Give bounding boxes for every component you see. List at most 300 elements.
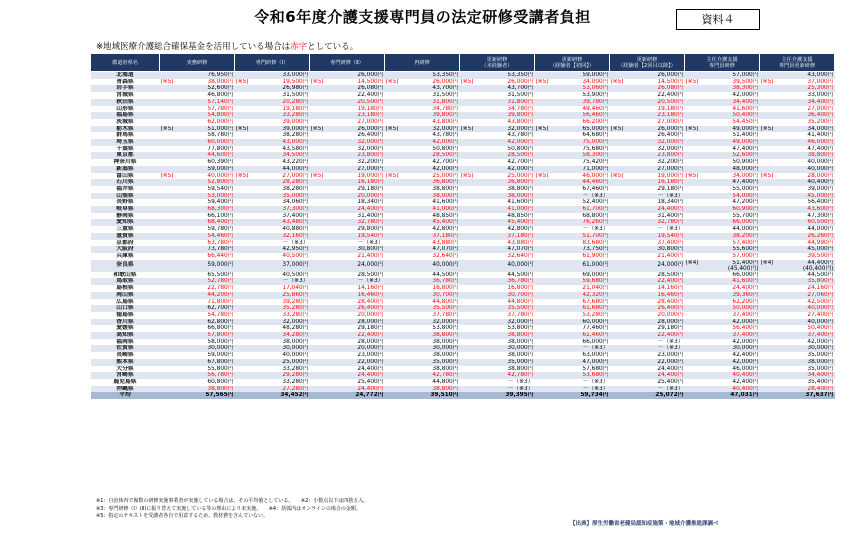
fee-cell: 47,070円: [385, 246, 460, 253]
fee-cell: 19,540円: [610, 233, 685, 240]
fee-cell: 44,000円: [685, 226, 760, 233]
fee-cell: －（※3）: [235, 240, 310, 247]
fee-cell: 22,000円: [310, 359, 385, 366]
fee-cell: 43,700円: [385, 85, 460, 92]
fee-cell: 43,800円: [385, 119, 460, 126]
prefecture-name: 宮崎県: [91, 372, 160, 379]
fee-cell: 59,000円: [160, 166, 235, 173]
fee-cell: 49,000円: [685, 139, 760, 146]
table-row: [91, 99, 835, 106]
table-row: [91, 260, 835, 272]
fee-cell: 35,500円: [460, 305, 535, 312]
fee-cell: (※5) 34,000円: [760, 125, 834, 132]
footnote-line: ※3：専門研修（Ⅰ）(Ⅱ)に振り替えて実施している等の理由により未実施。 ※4：括弧内はオンラインの場合の金額。: [96, 505, 361, 512]
fee-cell: 67,800円: [160, 359, 235, 366]
table-row: [91, 72, 835, 79]
prefecture-name: 千葉県: [91, 146, 160, 153]
fee-cell: 48,850円: [385, 213, 460, 220]
fee-cell: 42,780円: [460, 372, 535, 379]
prefecture-name: 埼玉県: [91, 139, 160, 146]
fee-cell: 16,180円: [610, 179, 685, 186]
fee-cell: 27,400円: [760, 312, 835, 319]
fee-cell: 42,000円: [385, 139, 460, 146]
fee-cell: 73,780円: [160, 246, 235, 253]
fee-cell: 28,400円: [610, 299, 685, 306]
table-row: [91, 92, 835, 99]
fee-cell: 63,000円: [535, 352, 610, 359]
fee-cell: 50,400円: [760, 325, 835, 332]
fee-cell: 19,180円: [310, 106, 385, 113]
fee-cell: 40,400円: [685, 386, 760, 393]
column-header: 都道府県名: [91, 54, 160, 72]
prefecture-name: 新潟県: [91, 166, 160, 173]
fee-cell: 61,460円: [535, 332, 610, 339]
table-row: [91, 112, 835, 119]
fee-cell: 22,780円: [160, 285, 235, 292]
fee-cell: (※5) 40,000円: [160, 172, 234, 179]
table-row: [91, 285, 835, 292]
fee-cell: －（※3）: [610, 193, 685, 200]
fee-cell: (※5) 34,000円: [535, 78, 609, 85]
fee-cell: 43,880円: [385, 240, 460, 247]
fee-cell: －（※3）: [235, 278, 310, 285]
note-suffix: としている。: [307, 42, 359, 52]
fee-cell: 71,800円: [160, 299, 235, 306]
fee-cell: 33,280円: [235, 312, 310, 319]
fee-cell: 41,000円: [460, 206, 535, 213]
table-row: [91, 126, 835, 133]
fee-cell: 37,400円: [610, 240, 685, 247]
fee-cell: 59,000円: [160, 352, 235, 359]
fee-cell: 56,400円: [760, 199, 835, 206]
fee-cell: 62,800円: [160, 319, 235, 326]
fee-cell: 43,220円: [235, 159, 310, 166]
fee-cell: 60,500円: [760, 219, 835, 226]
fee-cell: 42,320円: [535, 292, 610, 299]
fee-cell: 44,000円: [760, 226, 835, 233]
fee-cell: 18,340円: [310, 199, 385, 206]
fee-cell: 32,200円: [610, 159, 685, 166]
fee-cell: 16,800円: [460, 285, 535, 292]
fee-cell: 40,880円: [235, 226, 310, 233]
fee-cell: －（※3）: [610, 226, 685, 233]
fee-cell: 42,950円: [235, 246, 310, 253]
fee-cell: 44,500円: [460, 272, 535, 279]
table-row: [91, 173, 835, 180]
fee-cell: 34,780円: [460, 106, 535, 113]
fee-cell: 19,180円: [235, 106, 310, 113]
fee-cell: 25,860円: [235, 292, 310, 299]
fee-cell: 36,800円: [385, 179, 460, 186]
fee-cell: 18,340円: [610, 199, 685, 206]
fee-cell: 29,800円: [310, 226, 385, 233]
fee-cell: 25,000円: [235, 359, 310, 366]
fee-cell: 71,000円: [535, 166, 610, 173]
fee-cell: 38,800円: [385, 366, 460, 373]
fee-cell: 32,000円: [610, 139, 685, 146]
table-row: [91, 186, 835, 193]
fee-cell: 40,000円: [385, 260, 460, 272]
prefecture-name: 沖縄県: [91, 386, 160, 393]
fee-cell: 43,000円: [760, 72, 835, 79]
fee-cell: 44,000円: [235, 166, 310, 173]
fee-cell: 26,400円: [310, 305, 385, 312]
fee-cell: (※5) 25,000円: [385, 172, 459, 179]
prefecture-name: 神奈川県: [91, 159, 160, 166]
prefecture-name: 岐阜県: [91, 206, 160, 213]
column-header: 更新研修 （未経験者）: [460, 54, 535, 72]
fee-cell: 67,680円: [535, 299, 610, 306]
prefecture-name: 岩手県: [91, 85, 160, 92]
fee-cell: 38,800円: [460, 186, 535, 193]
fee-cell: 39,510円: [385, 392, 460, 399]
fee-cell: 20,280円: [235, 99, 310, 106]
fee-cell: 32,000円: [385, 319, 460, 326]
fee-cell: －（※3）: [460, 386, 535, 393]
fee-cell: 48,280円: [235, 325, 310, 332]
fee-cell: 40,500円: [235, 272, 310, 279]
fee-cell: 57,000円: [685, 72, 760, 79]
fee-cell: 47,300円: [760, 213, 835, 220]
fee-cell: 45,000円: [760, 246, 835, 253]
fee-cell: 40,000円: [760, 305, 835, 312]
fee-cell: 46,000円: [685, 366, 760, 373]
prefecture-name: 大阪府: [91, 246, 160, 253]
fee-cell: 38,800円: [460, 332, 535, 339]
fee-cell: 68,300円: [160, 206, 235, 213]
fee-cell: 38,300円: [685, 85, 760, 92]
fee-cell: 35,000円: [385, 359, 460, 366]
prefecture-name: 栃木県: [91, 126, 160, 133]
fee-cell: 52,600円: [685, 152, 760, 159]
fee-cell: 17,040円: [235, 285, 310, 292]
fee-cell: 75,000円: [535, 139, 610, 146]
fee-cell: 37,400円: [235, 213, 310, 220]
table-row: [91, 272, 835, 279]
fee-cell: 44,200円: [160, 292, 235, 299]
fee-cell: 42,800円: [385, 226, 460, 233]
fee-cell: 28,500円: [460, 152, 535, 159]
fee-cell: 60,900円: [685, 206, 760, 213]
fee-cell: 30,000円: [235, 345, 310, 352]
fee-cell: 42,000円: [760, 339, 835, 346]
fee-cell: 50,900円: [685, 159, 760, 166]
fee-cell: 59,000円: [160, 260, 235, 272]
fee-cell: 52,780円: [160, 278, 235, 285]
fee-cell: 39,360円: [685, 292, 760, 299]
fee-cell: 14,160円: [610, 285, 685, 292]
table-row: [91, 193, 835, 200]
table-row: [91, 139, 835, 146]
fee-cell: 34,280円: [235, 332, 310, 339]
fee-cell: 58,000円: [160, 339, 235, 346]
column-header: 専門研修（Ⅰ）: [235, 54, 310, 72]
table-row: [91, 312, 835, 319]
fee-cell: 42,400円: [685, 379, 760, 386]
fee-cell: 37,780円: [460, 312, 535, 319]
footnotes: [96, 498, 368, 521]
table-row: [91, 299, 835, 306]
fee-cell: 27,000円: [610, 166, 685, 173]
fee-cell: (※5) 14,500円: [310, 78, 384, 85]
table-row: [91, 146, 835, 153]
fee-cell: 42,000円: [685, 92, 760, 99]
fee-cell: 40,000円: [235, 352, 310, 359]
subsidy-note: [96, 40, 358, 52]
table-row: [91, 305, 835, 312]
fee-cell: 26,080円: [610, 85, 685, 92]
document-badge: 資料４: [676, 9, 760, 30]
fee-cell: 31,500円: [460, 92, 535, 99]
fee-cell: 26,260円: [760, 233, 835, 240]
table-row: [91, 240, 835, 247]
table-row: [91, 359, 835, 366]
fee-cell: (※5) 51,000円: [160, 125, 234, 132]
fee-cell: 76,950円: [160, 72, 235, 79]
fee-cell: 61,700円: [535, 206, 610, 213]
fee-cell: 32,200円: [310, 159, 385, 166]
fee-cell: 36,780円: [460, 278, 535, 285]
fee-cell: 31,800円: [385, 99, 460, 106]
fee-cell: (※5) 19,000円: [310, 172, 384, 179]
table-row: [91, 206, 835, 213]
fee-cell: 55,800円: [160, 366, 235, 373]
fee-cell: (※5) 49,000円: [685, 125, 759, 132]
fee-cell: (※5) 19,000円: [610, 172, 684, 179]
fee-cell: 40,400円: [685, 372, 760, 379]
fee-cell: 52,600円: [160, 85, 235, 92]
fee-cell: 42,000円: [685, 319, 760, 326]
fee-cell: 47,000円: [535, 359, 610, 366]
fee-cell: 59,680円: [535, 278, 610, 285]
fee-cell: 14,160円: [310, 285, 385, 292]
footnote-line: ※1：自治体内で複数の研修実施事業者が実施している場合は、その平均値としている。 ※2：小数点以下は四捨五入。: [96, 498, 369, 504]
fee-cell: 23,180円: [310, 112, 385, 119]
fee-cell: 58,780円: [160, 132, 235, 139]
fee-cell: 26,980円: [235, 85, 310, 92]
prefecture-name: 徳島県: [91, 312, 160, 319]
table-row: [91, 386, 835, 393]
table-row: [91, 233, 835, 240]
fee-cell: 42,000円: [460, 139, 535, 146]
fee-cell: 38,000円: [385, 339, 460, 346]
fee-cell: 30,700円: [385, 292, 460, 299]
prefecture-name: 島根県: [91, 285, 160, 292]
fee-cell: (※5) 34,000円: [685, 172, 759, 179]
fee-cell: －（※3）: [535, 226, 610, 233]
fee-cell: 25,400円: [310, 379, 385, 386]
fee-cell: 43,600円: [760, 206, 835, 213]
fee-cell: 31,800円: [460, 99, 535, 106]
fee-cell: 24,400円: [310, 386, 385, 393]
fee-cell: 42,000円: [385, 166, 460, 173]
fee-cell: 44,500円: [760, 272, 835, 279]
fee-cell: 60,800円: [160, 379, 235, 386]
average-row: [91, 392, 835, 399]
fee-cell: 16,460円: [610, 292, 685, 299]
fee-cell: 24,400円: [310, 366, 385, 373]
table-header-row: [91, 54, 835, 72]
table-row: [91, 253, 835, 260]
fee-cell: 41,600円: [460, 199, 535, 206]
prefecture-name: 茨城県: [91, 119, 160, 126]
fee-cell: 66,000円: [685, 219, 760, 226]
prefecture-name: 大分県: [91, 366, 160, 373]
fee-cell: 42,780円: [385, 372, 460, 379]
fee-cell: 40,000円: [460, 260, 535, 272]
table-row: [91, 179, 835, 186]
footnote-line: ※5：指定のテキストを受講者各自で用意するため、教材費を含んでいない。: [96, 513, 269, 519]
fee-cell: 42,000円: [685, 339, 760, 346]
fee-cell: 40,000円: [760, 319, 835, 326]
prefecture-name: 岡山県: [91, 292, 160, 299]
fee-cell: (※5) 25,000円: [460, 172, 534, 179]
fee-cell: 37,000円: [235, 260, 310, 272]
table-row: [91, 366, 835, 373]
fee-cell: 41,400円: [760, 132, 835, 139]
fee-cell: 32,000円: [310, 146, 385, 153]
fee-cell: 57,800円: [160, 332, 235, 339]
fee-cell: (※5) 14,500円: [610, 78, 684, 85]
fee-cell: 44,800円: [385, 299, 460, 306]
fee-cell: 53,800円: [460, 325, 535, 332]
fee-cell: 66,800円: [160, 325, 235, 332]
fee-cell: 33,280円: [235, 112, 310, 119]
table-row: [91, 85, 835, 92]
fee-cell: (※5) 26,000円: [460, 78, 534, 85]
fee-cell: 47,031円: [685, 392, 760, 399]
fee-cell: 20,500円: [310, 99, 385, 106]
fee-cell: 45,400円: [385, 219, 460, 226]
table-row: [91, 379, 835, 386]
fee-cell: 26,400円: [610, 305, 685, 312]
fee-cell: 38,000円: [235, 339, 310, 346]
fee-cell: 28,000円: [310, 319, 385, 326]
prefecture-name: 愛媛県: [91, 325, 160, 332]
fee-cell: 37,780円: [385, 312, 460, 319]
fee-cell: 24,160円: [760, 285, 835, 292]
fee-cell: 27,000円: [760, 106, 835, 113]
fee-cell: 34,400円: [685, 99, 760, 106]
page-title: 令和6年度介護支援専門員の法定研修受講者負担: [254, 8, 591, 26]
fee-cell: (※5) 46,000円: [535, 172, 609, 179]
fee-cell: 24,400円: [685, 285, 760, 292]
fee-cell: 29,180円: [610, 186, 685, 193]
fee-cell: 44,600円: [160, 152, 235, 159]
fee-cell: 59,000円: [535, 72, 610, 79]
fee-cell: 34,060円: [235, 199, 310, 206]
fee-cell: 32,000円: [235, 319, 310, 326]
fee-cell: 35,400円: [760, 379, 835, 386]
fee-cell: 33,000円: [235, 72, 310, 79]
prefecture-name: 熊本県: [91, 359, 160, 366]
fee-cell: 41,000円: [385, 206, 460, 213]
fee-cell: 31,500円: [385, 92, 460, 99]
fee-cell: 32,780円: [310, 219, 385, 226]
fee-cell: 57,000円: [685, 253, 760, 260]
fee-cell: 49,460円: [535, 106, 610, 113]
table-row: [91, 372, 835, 379]
fee-cell: 48,000円: [685, 166, 760, 173]
fee-cell: 16,800円: [385, 285, 460, 292]
table-row: [91, 319, 835, 326]
fee-cell: 48,850円: [460, 213, 535, 220]
fee-cell: 39,800円: [385, 112, 460, 119]
fee-cell: 29,180円: [310, 325, 385, 332]
fee-cell: 21,400円: [310, 253, 385, 260]
fee-table: [90, 53, 835, 399]
fee-cell: 41,600円: [685, 278, 760, 285]
fee-cell: 66,100円: [160, 213, 235, 220]
fee-cell: 62,200円: [685, 299, 760, 306]
fee-cell: 34,780円: [385, 106, 460, 113]
fee-cell: 28,500円: [310, 272, 385, 279]
fee-cell: (※5) 28,000円: [760, 172, 834, 179]
fee-cell: 43,580円: [235, 146, 310, 153]
table-row: [91, 79, 835, 86]
prefecture-name: 滋賀県: [91, 233, 160, 240]
fee-cell: 39,800円: [460, 112, 535, 119]
fee-cell: 53,900円: [535, 92, 610, 99]
fee-cell: 47,400円: [760, 146, 835, 153]
fee-cell: 36,780円: [385, 278, 460, 285]
fee-cell: 44,800円: [460, 299, 535, 306]
prefecture-name: 香川県: [91, 319, 160, 326]
fee-cell: 77,800円: [160, 146, 235, 153]
prefecture-name: 山口県: [91, 305, 160, 312]
prefecture-name: 青森県: [91, 79, 160, 86]
fee-cell: 68,400円: [160, 219, 235, 226]
column-header: 主任介護支援 専門員研修: [685, 54, 760, 72]
fee-cell: 38,800円: [460, 366, 535, 373]
fee-cell: (※5) 37,000円: [760, 78, 834, 85]
fee-cell: 68,800円: [535, 213, 610, 220]
fee-cell: 66,000円: [535, 339, 610, 346]
fee-cell: 52,800円: [160, 179, 235, 186]
fee-cell: －（※3）: [535, 193, 610, 200]
fee-cell: 43,000円: [235, 139, 310, 146]
fee-cell: 21,040円: [535, 285, 610, 292]
table-row: [91, 226, 835, 233]
prefecture-name: 平均: [91, 392, 160, 399]
fee-cell: 20,000円: [310, 312, 385, 319]
column-header: 再研修: [385, 54, 460, 72]
fee-cell: 59,400円: [160, 199, 235, 206]
prefecture-name: 福井県: [91, 186, 160, 193]
fee-cell: (※5) 39,500円: [685, 78, 759, 85]
fee-cell: 19,180円: [610, 106, 685, 113]
fee-cell: 61,680円: [535, 305, 610, 312]
fee-cell: (※4) 51,400円 (45,400円): [685, 259, 759, 272]
fee-cell: 50,800円: [460, 146, 535, 153]
fee-cell: 26,000円: [610, 72, 685, 79]
fee-cell: 50,000円: [685, 305, 760, 312]
fee-cell: 47,200円: [685, 199, 760, 206]
fee-cell: 43,800円: [460, 119, 535, 126]
fee-cell: 55,700円: [685, 213, 760, 220]
fee-cell: 23,800円: [610, 152, 685, 159]
fee-cell: 39,395円: [460, 392, 535, 399]
fee-cell: 37,300円: [235, 206, 310, 213]
fee-cell: 50,800円: [385, 146, 460, 153]
fee-cell: 39,780円: [535, 99, 610, 106]
prefecture-name: 福岡県: [91, 339, 160, 346]
source-credit: 【出典】厚生労働省老健局認知症施策・地域介護推進課調べ: [570, 521, 719, 527]
fee-cell: 36,400円: [760, 112, 835, 119]
fee-cell: 75,420円: [535, 159, 610, 166]
fee-cell: 57,565円: [160, 392, 235, 399]
fee-cell: 32,160円: [235, 233, 310, 240]
